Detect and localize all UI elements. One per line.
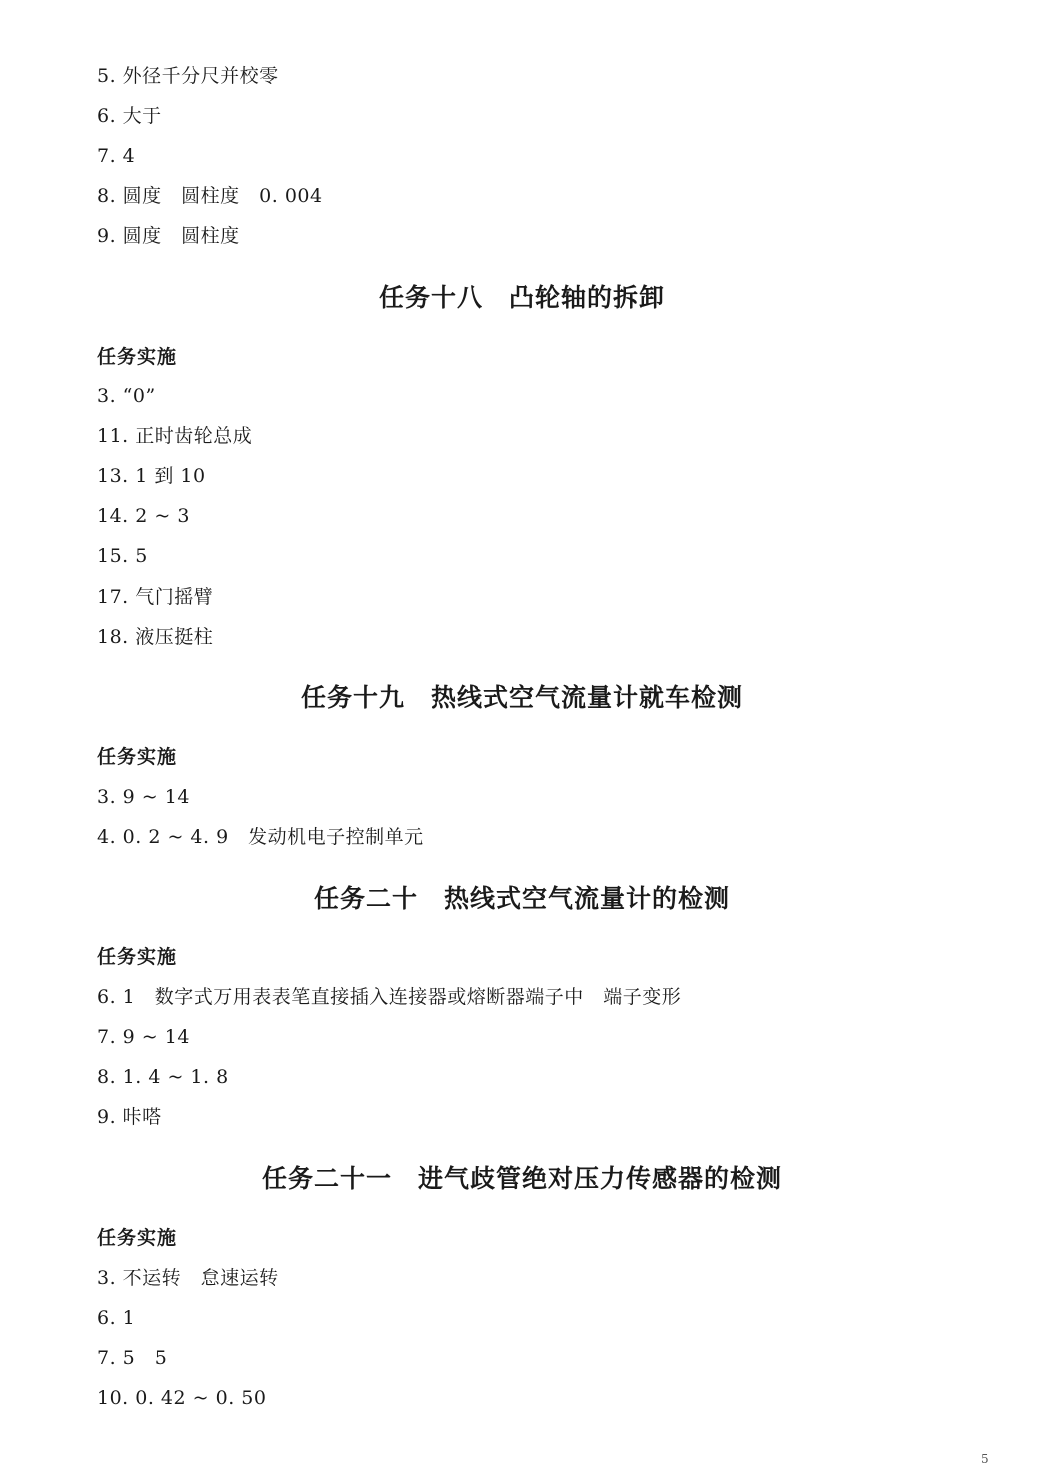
section-title: 任务二十一 进气歧管绝对压力传感器的检测	[261, 1164, 782, 1193]
list-item: 17. 气门摇臂	[97, 586, 214, 608]
section-subheading: 任务实施	[97, 346, 178, 368]
section-title: 任务十九 热线式空气流量计就车检测	[300, 683, 743, 712]
section-subheading: 任务实施	[97, 746, 178, 768]
list-item: 15. 5	[97, 545, 148, 567]
list-item: 9. 咔嗒	[97, 1106, 162, 1128]
list-item: 7. 5 5	[97, 1347, 168, 1369]
list-item: 18. 液压挺柱	[97, 626, 214, 648]
list-item: 6. 大于	[97, 105, 162, 127]
section-subheading: 任务实施	[97, 1227, 178, 1249]
list-item: 9. 圆度 圆柱度	[97, 225, 240, 247]
list-item: 5. 外径千分尺并校零	[97, 65, 279, 87]
list-item: 3. 9 ~ 14	[97, 786, 190, 808]
list-item: 4. 0. 2 ~ 4. 9 发动机电子控制单元	[97, 826, 424, 848]
list-item: 8. 圆度 圆柱度 0. 004	[97, 185, 323, 207]
list-item: 6. 1 数字式万用表表笔直接插入连接器或熔断器端子中 端子变形	[97, 986, 682, 1008]
list-item: 3. “0”	[97, 385, 156, 407]
section-title: 任务二十 热线式空气流量计的检测	[313, 884, 730, 913]
section-subheading: 任务实施	[97, 946, 178, 968]
section-title: 任务十八 凸轮轴的拆卸	[378, 283, 665, 312]
list-item: 7. 4	[97, 145, 136, 167]
list-item: 6. 1	[97, 1307, 136, 1329]
list-item: 8. 1. 4 ~ 1. 8	[97, 1066, 229, 1088]
list-item: 13. 1 到 10	[97, 465, 206, 487]
list-item: 3. 不运转 怠速运转	[97, 1267, 279, 1289]
list-item: 11. 正时齿轮总成	[97, 425, 253, 447]
page-number: 5	[981, 1452, 989, 1466]
list-item: 7. 9 ~ 14	[97, 1026, 190, 1048]
list-item: 14. 2 ~ 3	[97, 505, 190, 527]
list-item: 10. 0. 42 ~ 0. 50	[97, 1387, 267, 1409]
